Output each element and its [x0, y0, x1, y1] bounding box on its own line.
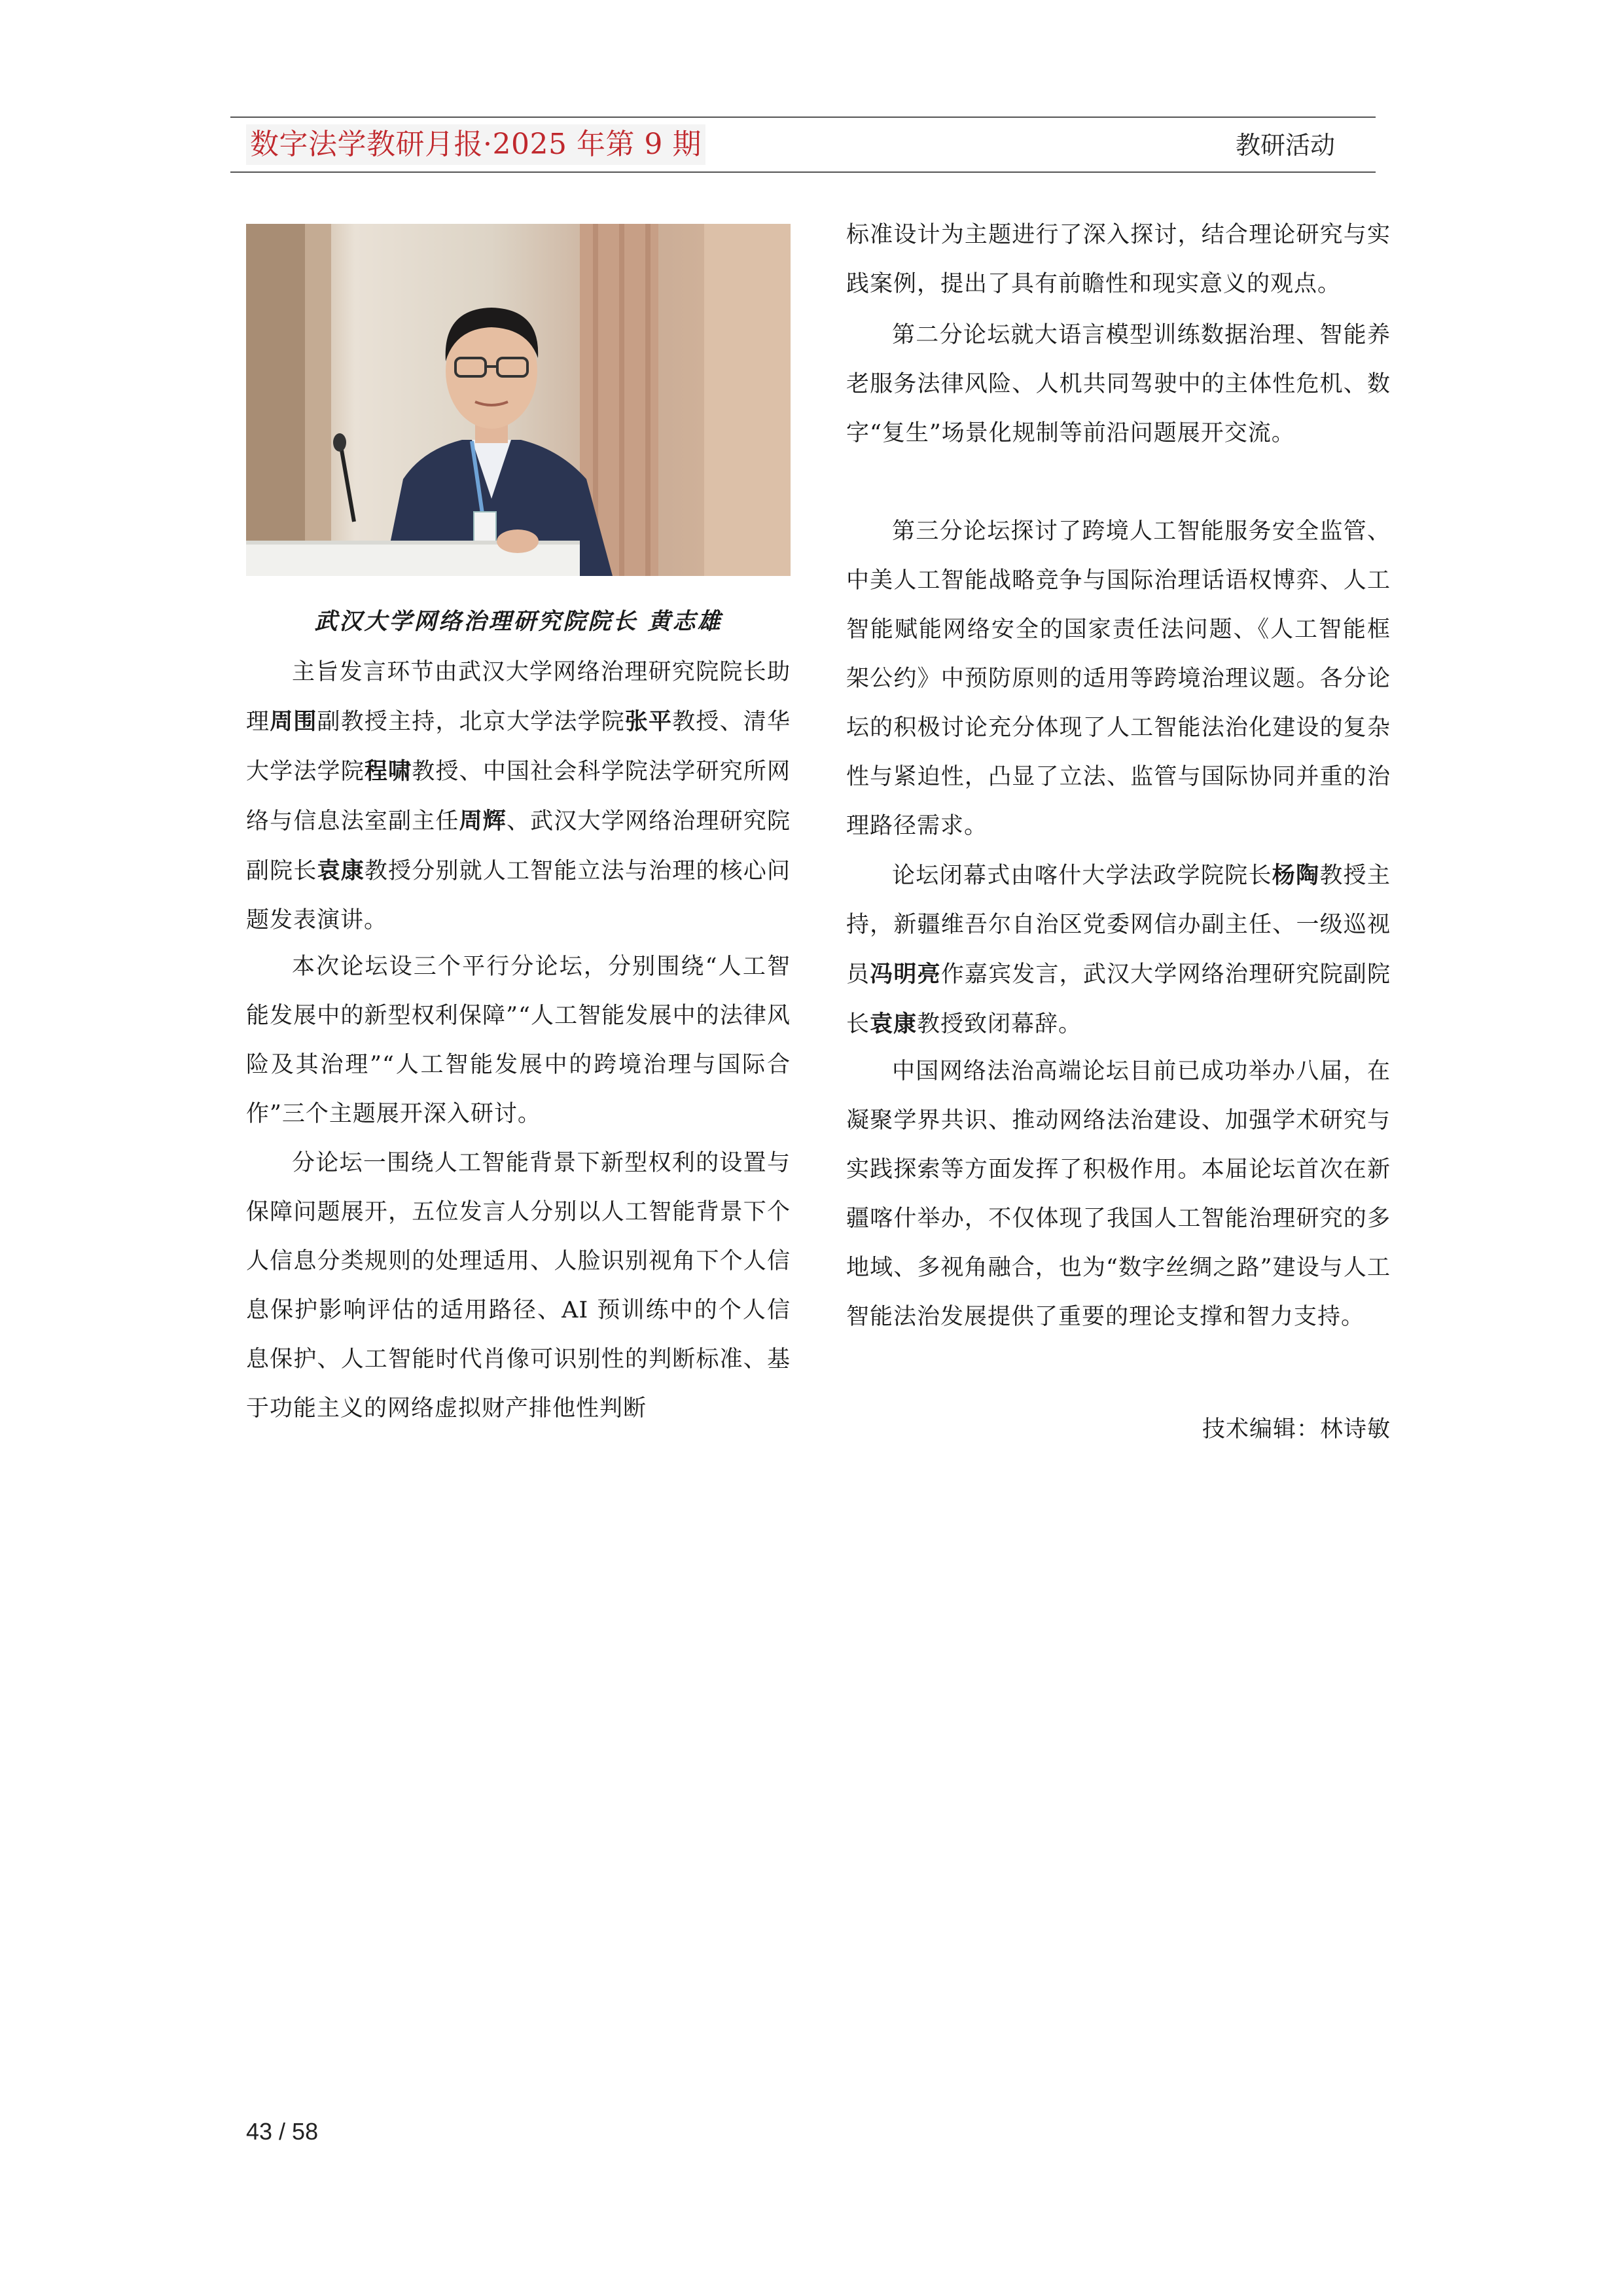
- left-paragraph-1: [246, 648, 791, 945]
- text-run: 教授致闭幕辞。: [917, 1011, 1082, 1037]
- header-bottom-rule: [230, 171, 1376, 173]
- right-paragraph-2: 第三分论坛探讨了跨境人工智能服务安全监管、中美人工智能战略竞争与国际治理话语权博弈、人工智能赋能网络安全的国家责任法问题、《人工智能框架公约》中预防原则的适用等跨境治理议题。各分论坛的积极讨论充分体现了人工智能法治化建设的复杂性与紧迫性，凸显了立法、监管与国际协同并重的治理路径需求。: [846, 518, 1391, 839]
- text-run: 教授、清华大学法学院: [246, 709, 791, 785]
- person-name: 张平: [624, 708, 673, 735]
- person-name: 周辉: [459, 808, 507, 834]
- text-run: 作嘉宾发言，武汉大学网络治理研究院副院长: [846, 961, 1391, 1037]
- header-top-rule: [230, 117, 1376, 118]
- person-name: 周围: [270, 708, 317, 735]
- text-run: 教授主持，新疆维吾尔自治区党委网信办副主任、一级巡视员: [846, 863, 1391, 988]
- right-paragraph-4: 中国网络法治高端论坛目前已成功举办八届，在凝聚学界共识、推动网络法治建设、加强学术研究与实践探索等方面发挥了积极作用。本届论坛首次在新疆喀什举办，不仅体现了我国人工智能治理研究的多地域、多视角融合，也为“数字丝绸之路”建设与人工智能法治发展提供了重要的理论支撑和智力支持。: [846, 1058, 1391, 1330]
- text-run: 论坛闭幕式由喀什大学法政学院院长: [892, 863, 1272, 889]
- technical-editor: 技术编辑：林诗敏: [1202, 1416, 1391, 1443]
- person-name: 杨陶: [1272, 862, 1320, 889]
- text-run: 、武汉大学网络治理研究院副院长: [246, 808, 791, 884]
- person-name: 程啸: [364, 758, 412, 785]
- journal-title: 数字法学教研月报·2025 年第 9 期: [246, 124, 705, 165]
- page-number: 43 / 58: [246, 2118, 319, 2145]
- text-run: 主旨发言环节由武汉大学网络治理研究院院长助理: [246, 659, 791, 735]
- right-paragraph-1: 第二分论坛就大语言模型训练数据治理、智能养老服务法律风险、人机共同驾驶中的主体性危机、数字“复生”场景化规制等前沿问题展开交流。: [846, 322, 1391, 446]
- person-name: 袁康: [870, 1011, 918, 1037]
- right-paragraph-3: [846, 851, 1391, 1049]
- right-paragraph-continued: 标准设计为主题进行了深入探讨，结合理论研究与实践案例，提出了具有前瞻性和现实意义的观点。: [846, 222, 1391, 297]
- section-name: 教研活动: [1236, 131, 1336, 160]
- person-name: 冯明亮: [870, 961, 941, 988]
- left-paragraph-2: 本次论坛设三个平行分论坛，分别围绕“人工智能发展中的新型权利保障”“人工智能发展中的法律风险及其治理”“人工智能发展中的跨境治理与国际合作”三个主题展开深入研讨。: [246, 954, 791, 1127]
- left-paragraph-3: 分论坛一围绕人工智能背景下新型权利的设置与保障问题展开，五位发言人分别以人工智能背景下个人信息分类规则的处理适用、人脸识别视角下个人信息保护影响评估的适用路径、AI 预训练中的个人信息保护、人工智能时代肖像可识别性的判断标准、基于功能主义的网络虚拟财产排他性判断: [246, 1150, 791, 1422]
- text-run: 副教授主持，北京大学法学院: [317, 709, 625, 735]
- text-run: 教授分别就人工智能立法与治理的核心问题发表演讲。: [246, 858, 791, 933]
- person-name: 袁康: [317, 857, 365, 884]
- photo-caption: 武汉大学网络治理研究院院长 黄志雄: [314, 608, 722, 635]
- text-run: 教授、中国社会科学院法学研究所网络与信息法室副主任: [246, 759, 791, 834]
- speaker-photo: [246, 224, 791, 576]
